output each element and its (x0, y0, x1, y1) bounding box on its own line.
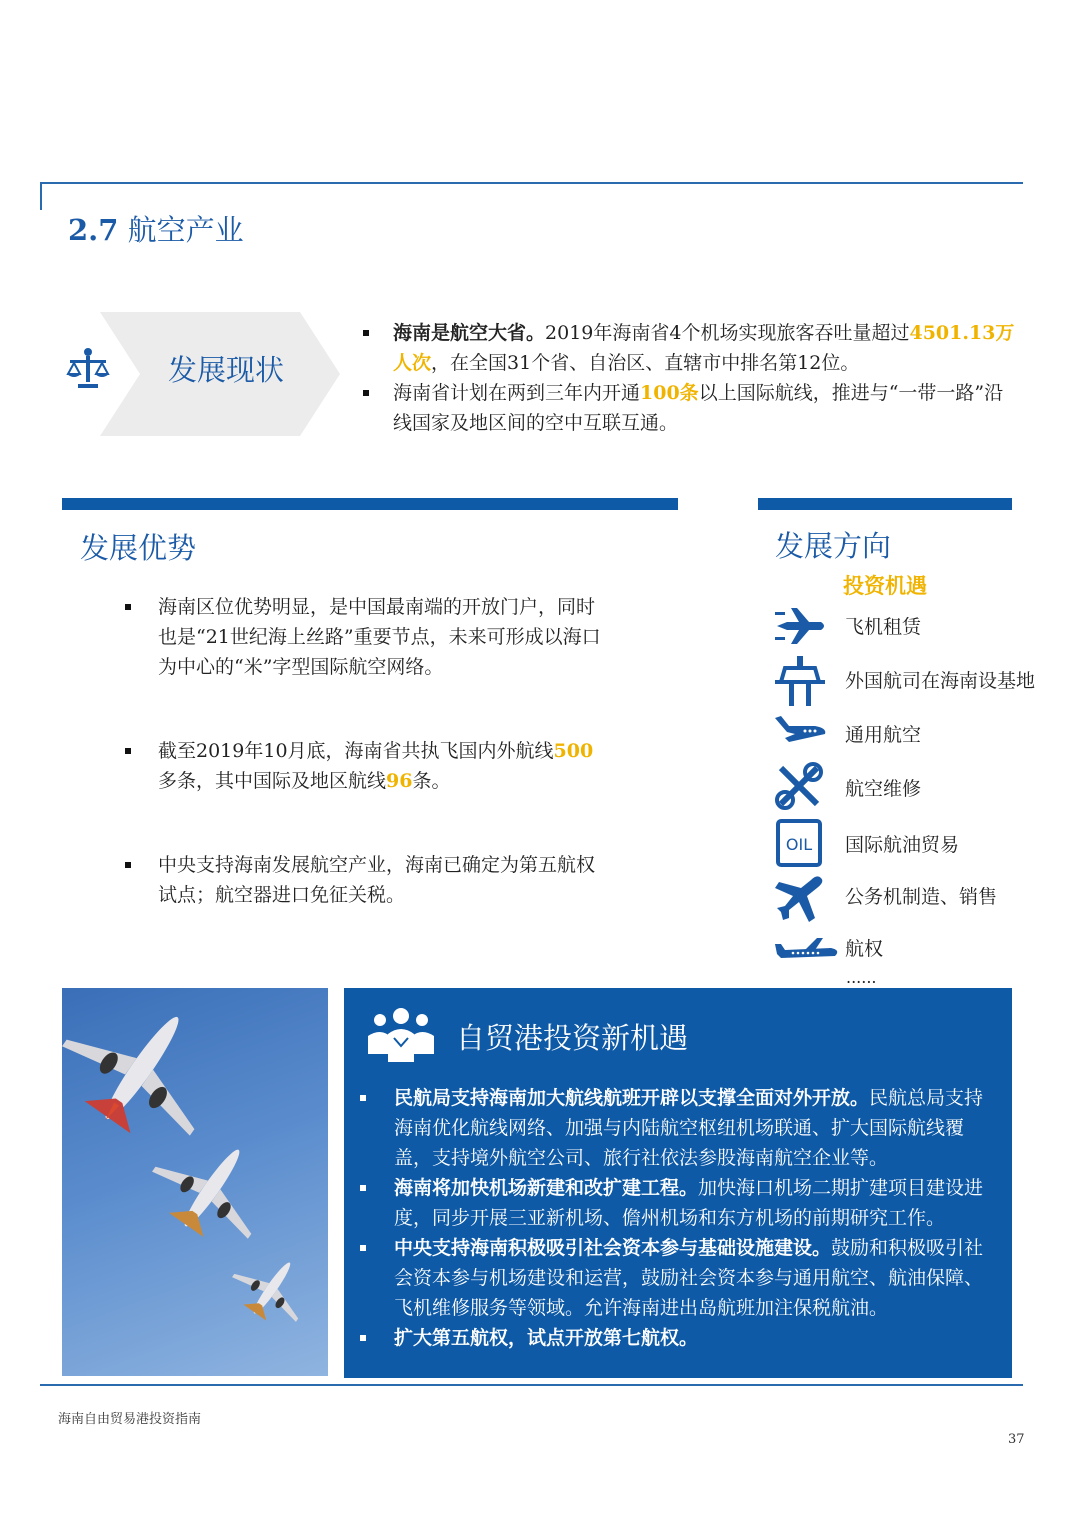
advantages-bullets (158, 592, 608, 910)
direction-item-foreign-base: 外国航司在海南设基地 (775, 656, 1075, 702)
direction-band (758, 498, 1012, 510)
section-title-text: 航空产业 (127, 213, 244, 247)
airplanes-illustration (62, 988, 328, 1376)
opportunities-panel (344, 988, 1012, 1378)
direction-item-fuel-trade: OIL 国际航油贸易 (775, 818, 1075, 864)
panel-bullet-3: 中央支持海南积极吸引社会资本参与基础设施建设。鼓励和积极吸引社会资本参与机场建设和运营，鼓励社会资本参与通用航空、航油保障、飞机维修服务等领域。允许海南进出岛航班加注保税航油。 (394, 1233, 994, 1323)
panel-bullet-1: 民航局支持海南加大航线航班开辟以支撑全面对外开放。民航总局支持海南优化航线网络、加强与内陆航空枢纽机场联通、扩大国际航线覆盖，支持境外航空公司、旅行社依法参股海南航空企业等。 (394, 1083, 994, 1173)
control-tower-icon (775, 656, 825, 706)
section-number: 2.7 (68, 213, 119, 247)
advantages-title: 发展优势 (80, 531, 197, 565)
panel-bullet-4: 扩大第五航权，试点开放第七航权。 (394, 1323, 994, 1353)
panel-bullets (394, 1083, 994, 1353)
svg-text:OIL: OIL (785, 835, 813, 854)
panel-title: 自贸港投资新机遇 (456, 1021, 689, 1055)
panel-bullet-2: 海南将加快机场新建和改扩建工程。加快海口机场二期扩建项目建设进度，同步开展三亚新机场、儋州机场和东方机场的前期研究工作。 (394, 1173, 994, 1233)
airplanes-photo (62, 988, 328, 1376)
footer-text: 海南自由贸易港投资指南 (58, 1412, 202, 1427)
status-bullet-1: 海南是航空大省。2019年海南省4个机场实现旅客吞吐量超过4501.13万人次，在全国31个省、自治区、直辖市中排名第12位。 (393, 318, 1018, 378)
direction-item-leasing: 飞机租赁 (775, 604, 1075, 650)
direction-item-general-aviation: 通用航空 (775, 712, 1075, 758)
status-bullet-2: 海南省计划在两到三年内开通100条以上国际航线，推进与“一带一路”沿线国家及地区间的空中互联互通。 (393, 378, 1018, 438)
top-rule (40, 182, 1023, 184)
oil-can-icon (775, 818, 823, 868)
direction-item-air-rights: 航权 (775, 930, 1075, 976)
advantage-bullet-1: 海南区位优势明显，是中国最南端的开放门户，同时也是“21世纪海上丝路”重要节点，未来可形成以海口为中心的“米”字型国际航空网络。 (158, 592, 608, 682)
plane-takeoff-icon (775, 712, 829, 748)
airliner-side-icon (775, 930, 841, 962)
plane-diagonal-icon (775, 874, 825, 924)
status-bullets (393, 318, 1018, 438)
direction-title: 发展方向 (775, 529, 892, 563)
wrench-screwdriver-icon (775, 762, 823, 810)
bottom-rule (40, 1384, 1023, 1386)
direction-item-maintenance: 航空维修 (775, 762, 1075, 808)
page-number: 37 (1008, 1432, 1025, 1447)
direction-item-business-jet: 公务机制造、销售 (775, 874, 1075, 920)
direction-more: ...... (846, 968, 877, 987)
people-group-icon (368, 1004, 434, 1062)
advantage-bullet-2: 截至2019年10月底，海南省共执飞国内外航线500多条，其中国际及地区航线96条。 (158, 736, 608, 796)
status-label: 发展现状 (168, 353, 285, 387)
advantages-band (62, 498, 678, 510)
scales-icon (66, 346, 110, 390)
section-title (68, 208, 244, 249)
top-rule-tick (40, 182, 42, 210)
plane-right-icon (775, 604, 829, 648)
advantage-bullet-3: 中央支持海南发展航空产业，海南已确定为第五航权试点；航空器进口免征关税。 (158, 850, 608, 910)
direction-subtitle: 投资机遇 (843, 573, 927, 598)
